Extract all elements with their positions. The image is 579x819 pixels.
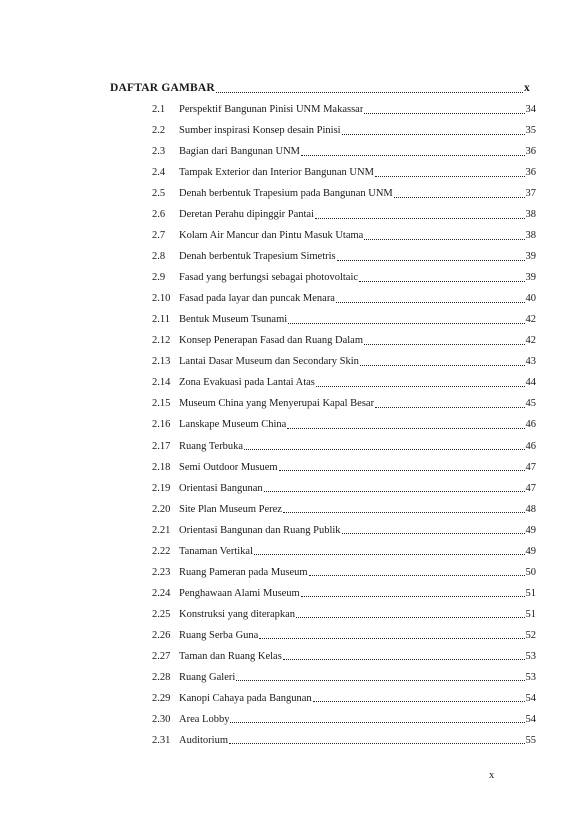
toc-entry-title: Ruang Serba Guna: [179, 630, 259, 641]
toc-entry-page: 37: [525, 188, 536, 200]
toc-entry[interactable]: [152, 247, 536, 268]
toc-entry-page: 36: [525, 167, 536, 179]
toc-entry-page: 54: [525, 713, 536, 725]
toc-entry-title: Ruang Pameran pada Museum: [179, 567, 308, 578]
toc-entry[interactable]: [152, 457, 536, 478]
toc-entry[interactable]: [152, 520, 536, 541]
toc-entry-number: 2.10: [152, 293, 171, 305]
toc-entry-leader: [279, 470, 525, 471]
toc-entry-title: Tampak Exterior dan Interior Bangunan UNM: [179, 168, 374, 179]
toc-entry[interactable]: [152, 310, 536, 331]
toc-entry-leader: [236, 680, 524, 681]
toc-entry-leader: [364, 344, 525, 345]
toc-entry-page: 49: [525, 524, 536, 536]
toc-entry-leader: [337, 260, 525, 261]
toc-entry-title: Fasad pada layar dan puncak Menara: [179, 294, 335, 305]
toc-entry-leader: [229, 743, 525, 744]
toc-entry-title: Lanskape Museum China: [179, 420, 287, 431]
toc-entry-number: 2.28: [152, 671, 171, 683]
toc-entry-leader: [394, 197, 525, 198]
toc-entry-page: 34: [525, 104, 536, 116]
toc-entry-leader: [360, 365, 525, 366]
toc-entry-page: 53: [525, 671, 536, 683]
toc-entry[interactable]: [152, 688, 536, 709]
toc-entry-number: 2.6: [152, 209, 166, 221]
toc-entry-title: Museum China yang Menyerupai Kapal Besar: [179, 399, 375, 410]
toc-entry[interactable]: [152, 625, 536, 646]
toc-entry-leader: [244, 449, 524, 450]
toc-entry-leader: [313, 701, 525, 702]
toc-entry-leader: [283, 659, 525, 660]
toc-entry-page: 54: [525, 692, 536, 704]
toc-entry-leader: [301, 155, 524, 156]
toc-entry-leader: [254, 554, 524, 555]
toc-entry-leader: [264, 491, 525, 492]
toc-entry-number: 2.24: [152, 587, 171, 599]
toc-entry-number: 2.25: [152, 608, 171, 620]
toc-entry-number: 2.31: [152, 734, 171, 746]
toc-entry-number: 2.26: [152, 629, 171, 641]
toc-entry-leader: [375, 176, 525, 177]
toc-entry-page: 38: [525, 209, 536, 221]
toc-entry-title: Site Plan Museum Perez: [179, 504, 282, 515]
toc-entry[interactable]: [152, 730, 536, 751]
toc-entry-page: 42: [525, 335, 536, 347]
toc-entry-leader: [364, 113, 524, 114]
toc-entry-page: 46: [525, 440, 536, 452]
toc-entry-title: Orientasi Bangunan: [179, 483, 263, 494]
toc-entry[interactable]: [152, 499, 536, 520]
toc-entry-number: 2.5: [152, 188, 166, 200]
toc-entry-number: 2.17: [152, 440, 171, 452]
toc-entry[interactable]: [152, 646, 536, 667]
toc-entry-title: Penghawaan Alami Museum: [179, 588, 300, 599]
toc-entry-page: 48: [525, 503, 536, 515]
toc-entry-page: 43: [525, 356, 536, 368]
toc-entry[interactable]: [152, 142, 536, 163]
toc-entry-page: 47: [525, 482, 536, 494]
toc-entry-leader: [342, 134, 525, 135]
toc-entry-title: Konstruksi yang diterapkan: [179, 609, 296, 620]
toc-entry-number: 2.30: [152, 713, 171, 725]
toc-entry-leader: [230, 722, 524, 723]
toc-entry[interactable]: [152, 226, 536, 247]
toc-entry-leader: [309, 575, 525, 576]
toc-entry[interactable]: [152, 541, 536, 562]
toc-entry-page: 40: [525, 293, 536, 305]
toc-entry-title: Deretan Perahu dipinggir Pantai: [179, 210, 315, 221]
toc-entry-page: 47: [525, 461, 536, 473]
toc-entry-title: Konsep Penerapan Fasad dan Ruang Dalam: [179, 336, 363, 347]
toc-entry-page: 39: [525, 251, 536, 263]
toc-entry-title: Lantai Dasar Museum dan Secondary Skin: [179, 357, 359, 368]
toc-entry[interactable]: [152, 394, 536, 415]
toc-entry-title: Denah berbentuk Trapesium Simetris: [179, 252, 336, 263]
toc-entry-number: 2.1: [152, 104, 166, 116]
toc-entry-title: Sumber inspirasi Konsep desain Pinisi: [179, 126, 341, 137]
toc-entry-title: Taman dan Ruang Kelas: [179, 651, 282, 662]
toc-entry-number: 2.21: [152, 524, 171, 536]
toc-entry-number: 2.12: [152, 335, 171, 347]
toc-entry-title: Bentuk Museum Tsunami: [179, 315, 288, 326]
toc-entry-number: 2.2: [152, 125, 166, 137]
toc-entry-number: 2.4: [152, 167, 166, 179]
toc-entry-page: 45: [525, 398, 536, 410]
toc-entry-page: 42: [525, 314, 536, 326]
toc-entry-page: 46: [525, 419, 536, 431]
toc-entry-title: Area Lobby: [179, 714, 230, 725]
toc-entry[interactable]: [152, 562, 536, 583]
toc-entry-number: 2.19: [152, 482, 171, 494]
toc-entry-number: 2.9: [152, 272, 166, 284]
toc-entry-page: 35: [525, 125, 536, 137]
toc-entry-number: 2.27: [152, 650, 171, 662]
toc-entry[interactable]: [152, 667, 536, 688]
toc-entry-page: 51: [525, 608, 536, 620]
toc-entry-page: 52: [525, 629, 536, 641]
toc-entry-title: Orientasi Bangunan dan Ruang Publik: [179, 525, 341, 536]
toc-entry-page: 36: [525, 146, 536, 158]
toc-heading-row[interactable]: [110, 82, 530, 98]
toc-entry-number: 2.22: [152, 545, 171, 557]
toc-entry-leader: [342, 533, 525, 534]
toc-entry-leader: [288, 323, 524, 324]
toc-entry-title: Ruang Galeri: [179, 672, 236, 683]
toc-entry-leader: [283, 512, 525, 513]
toc-entry-page: 44: [525, 377, 536, 389]
toc-entry[interactable]: [152, 163, 536, 184]
toc-entry-page: 55: [525, 734, 536, 746]
toc-entry-number: 2.13: [152, 356, 171, 368]
toc-entry-leader: [315, 218, 524, 219]
toc-entry-number: 2.3: [152, 146, 166, 158]
toc-heading-page: x: [524, 82, 530, 94]
toc-entry-number: 2.14: [152, 377, 171, 389]
toc-entry-title: Auditorium: [179, 735, 228, 746]
toc-entry-title: Zona Evakuasi pada Lantai Atas: [179, 378, 315, 389]
toc-entry-page: 39: [525, 272, 536, 284]
toc-entry[interactable]: [152, 583, 536, 604]
page-number: x: [489, 770, 495, 781]
toc-entry-title: Perspektif Bangunan Pinisi UNM Makassar: [179, 105, 364, 116]
toc-entry-title: Semi Outdoor Musuem: [179, 462, 278, 473]
toc-entry-number: 2.20: [152, 503, 171, 515]
toc-entry-number: 2.8: [152, 251, 166, 263]
toc-entry[interactable]: [152, 100, 536, 121]
toc-entry-leader: [287, 428, 524, 429]
figure-list: [152, 100, 536, 751]
toc-entry[interactable]: [152, 289, 536, 310]
toc-entry[interactable]: [152, 352, 536, 373]
toc-entry-title: Fasad yang berfungsi sebagai photovoltaic: [179, 273, 359, 284]
toc-entry-leader: [296, 617, 524, 618]
toc-entry-leader: [301, 596, 525, 597]
toc-entry-number: 2.16: [152, 419, 171, 431]
toc-heading-title: DAFTAR GAMBAR: [110, 82, 215, 94]
toc-entry-number: 2.18: [152, 461, 171, 473]
toc-entry-title: Kanopi Cahaya pada Bangunan: [179, 693, 312, 704]
toc-heading-leader: [216, 92, 523, 93]
toc-entry[interactable]: [152, 184, 536, 205]
toc-entry-page: 49: [525, 545, 536, 557]
toc-entry[interactable]: [152, 121, 536, 142]
toc-entry-page: 53: [525, 650, 536, 662]
toc-entry[interactable]: [152, 205, 536, 226]
toc-entry-leader: [375, 407, 524, 408]
toc-entry-title: Bagian dari Bangunan UNM: [179, 147, 301, 158]
toc-entry-page: 50: [525, 566, 536, 578]
toc-entry[interactable]: [152, 268, 536, 289]
toc-entry-number: 2.23: [152, 566, 171, 578]
toc-entry[interactable]: [152, 436, 536, 457]
toc-entry[interactable]: [152, 331, 536, 352]
toc-entry-title: Kolam Air Mancur dan Pintu Masuk Utama: [179, 231, 364, 242]
toc-entry-page: 51: [525, 587, 536, 599]
toc-entry-leader: [364, 239, 524, 240]
toc-entry-number: 2.15: [152, 398, 171, 410]
toc-entry-title: Ruang Terbuka: [179, 441, 244, 452]
toc-entry-title: Tanaman Vertikal: [179, 546, 254, 557]
toc-entry[interactable]: [152, 478, 536, 499]
toc-entry-title: Denah berbentuk Trapesium pada Bangunan UNM: [179, 189, 393, 200]
toc-entry[interactable]: [152, 604, 536, 625]
toc-entry-number: 2.11: [152, 314, 170, 326]
toc-entry-page: 38: [525, 230, 536, 242]
toc-entry[interactable]: [152, 709, 536, 730]
toc-entry[interactable]: [152, 373, 536, 394]
toc-entry-number: 2.29: [152, 692, 171, 704]
toc-entry-number: 2.7: [152, 230, 166, 242]
toc-entry[interactable]: [152, 415, 536, 436]
toc-entry-leader: [259, 638, 524, 639]
toc-entry-leader: [316, 386, 525, 387]
toc-entry-leader: [336, 302, 525, 303]
toc-entry-leader: [359, 281, 524, 282]
